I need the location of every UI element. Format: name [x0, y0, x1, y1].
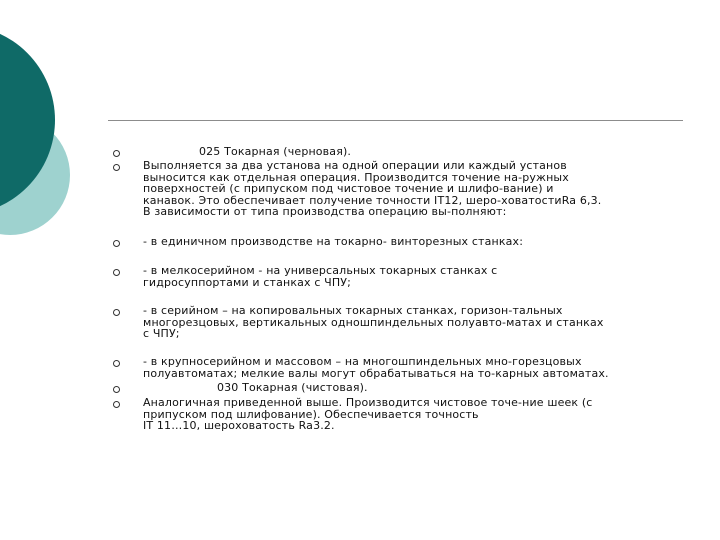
paragraph-rough-description: [143, 160, 688, 218]
ring-bullet-icon: [113, 150, 120, 157]
list-item-single-production: [143, 236, 688, 248]
text-line: 030 Токарная (чистовая).: [217, 381, 368, 394]
text-line: - в мелкосерийном - на универсальных токарных станках с: [143, 264, 498, 277]
paragraph-finish-description: [143, 397, 688, 432]
ring-bullet-icon: [113, 309, 120, 316]
text-line: выносится как отдельная операция. Производится точение на-ружных: [143, 170, 569, 184]
text-line: Выполняется за два установа на одной операции или каждый установ: [143, 159, 567, 172]
ring-bullet-icon: [113, 164, 120, 171]
ring-bullet-icon: [113, 269, 120, 276]
text-line: поверхностей (с припуском под чистовое точение и шлифо-вание) и: [143, 182, 554, 195]
heading-finish-turning: [143, 382, 688, 394]
list-item-serial: [143, 305, 688, 340]
text-line: канавок. Это обеспечивает получение точности IT12, шеро-ховатостиRa 6,3.: [143, 193, 602, 207]
ring-bullet-icon: [113, 401, 120, 408]
ring-bullet-icon: [113, 240, 120, 247]
text-line: многорезцовых, вертикальных одношпиндельных полуавто-матах и станках: [143, 315, 604, 329]
ring-bullet-icon: [113, 360, 120, 367]
text-line: - в крупносерийном и массовом – на многошпиндельных мно-горезцовых: [143, 355, 582, 368]
heading-rough-turning: [143, 146, 688, 158]
text-line: - в серийном – на копировальных токарных станках, горизон-тальных: [143, 304, 563, 317]
text-line: 025 Токарная (черновая).: [199, 145, 352, 158]
ring-bullet-icon: [113, 386, 120, 393]
text-line: Аналогичная приведенной выше. Производится чистовое точе-ние шеек (с: [143, 396, 593, 409]
text-line: В зависимости от типа производства операцию вы-полняют:: [143, 205, 507, 218]
text-line: гидросуппортами и станках с ЧПУ;: [143, 275, 351, 289]
text-line: - в единичном производстве на токарно- винторезных станках:: [143, 235, 524, 248]
text-line: полуавтоматах; мелкие валы могут обрабатываться на то-карных автоматах.: [143, 366, 609, 380]
text-line: припуском под шлифование). Обеспечивается точность: [143, 407, 479, 421]
text-line: с ЧПУ;: [143, 327, 180, 340]
list-item-mass: [143, 356, 688, 379]
text-line: IT 11…10, шероховатость Ra3.2.: [143, 419, 335, 432]
list-item-small-batch: [143, 265, 688, 288]
